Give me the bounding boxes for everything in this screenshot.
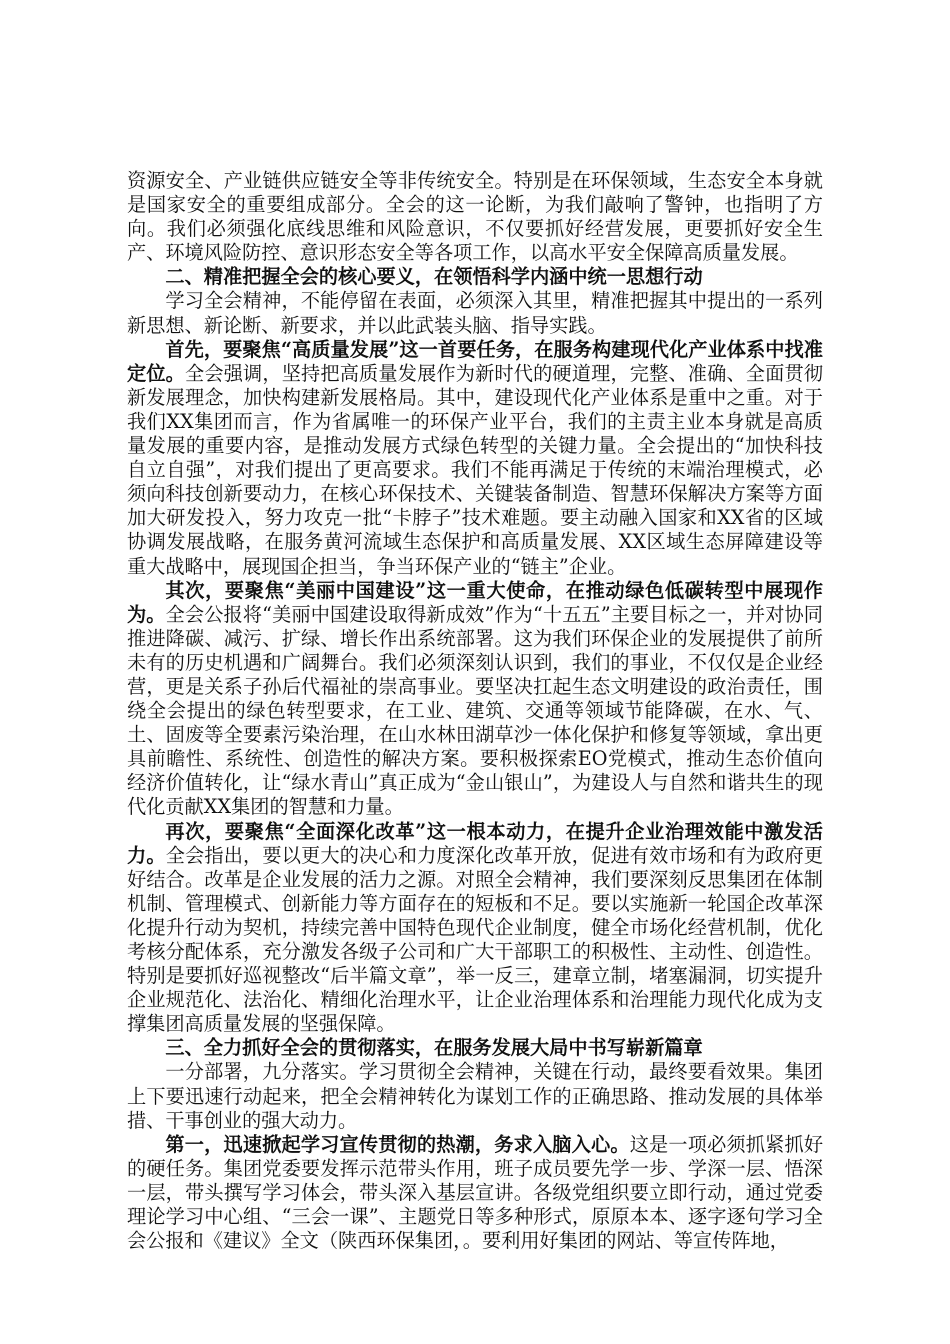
paragraph-lead: 第一，迅速掀起学习宣传贯彻的热潮，务求入脑入心。 — [165, 1132, 630, 1156]
paragraph-lead: 其次，要聚焦“美丽中国建设”这一重大使命，在推动绿色低碳转型中展现作为。 — [127, 578, 823, 626]
paragraph-security-continued — [127, 169, 823, 265]
paragraph-lead: 首先，要聚焦“高质量发展”这一首要任务，在服务构建现代化产业体系中找准定位。 — [127, 337, 823, 385]
paragraph-study-campaign — [127, 1133, 823, 1253]
heading-text: 三、全力抓好全会的贯彻落实，在服务发展大局中书写崭新篇章 — [165, 1036, 703, 1060]
paragraph-text: 资源安全、产业链供应链安全等非传统安全。特别是在环保领域，生态安全本身就是国家安全的重要组成部分。全会的这一论断，为我们敲响了警钟，也指明了方向。我们必须强化底线思维和风险意识，不仅要抓好经营发展，更要抓好安全生产、环境风险防控、意识形态安全等各项工作，以高水平安全保障高质量发展。 — [127, 169, 823, 265]
paragraph-high-quality-development — [127, 338, 823, 579]
paragraph-text: 全会指出，要以更大的决心和力度深化改革开放，促进有效市场和有为政府更好结合。改革是企业发展的活力之源。对照全会精神，我们要深刻反思集团在体制机制、管理模式、创新能力等方面存在的短板和不足。要以实施新一轮国企改革深化提升行动为契机，持续完善中国特色现代企业制度，健全市场化经营机制，优化考核分配体系，充分激发各级子公司和广大干部职工的积极性、主动性、创造性。特别是要抓好巡视整改“后半篇文章”，举一反三，建章立制，堵塞漏洞，切实提升企业规范化、法治化、精细化治理水平，让企业治理体系和治理能力现代化成为支撑集团高质量发展的坚强保障。 — [127, 843, 824, 1036]
paragraph-text: 学习全会精神，不能停留在表面，必须深入其里，精准把握其中提出的一系列新思想、新论断、新要求，并以此武装头脑、指导实践。 — [127, 289, 823, 337]
heading-text: 二、精准把握全会的核心要义，在领悟科学内涵中统一思想行动 — [165, 265, 703, 289]
paragraph-lead: 再次，要聚焦“全面深化改革”这一根本动力，在提升企业治理效能中激发活力。 — [127, 819, 823, 867]
paragraph-text: 全会强调，坚持把高质量发展作为新时代的硬道理，完整、准确、全面贯彻新发展理念，加快构建新发展格局。其中，建设现代化产业体系是重中之重。对于我们XX集团而言，作为省属唯一的环保产业平台，我们的主责主业本身就是高质量发展的重要内容，是推动发展方式绿色转型的关键力量。全会提出的“加快科技自立自强”，对我们提出了更高要求。我们不能再满足于传统的末端治理模式，必须向科技创新要动力，在核心环保技术、关键装备制造、智慧环保解决方案等方面加大研发投入，努力攻克一批“卡脖子”技术难题。要主动融入国家和XX省的区域协调发展战略，在服务黄河流域生态保护和高质量发展、XX区域生态屏障建设等重大战略中，展现国企担当，争当环保产业的“链主”企业。 — [127, 361, 824, 578]
paragraph-beautiful-china — [127, 579, 823, 820]
paragraph-text: 这是一项必须抓紧抓好的硬任务。集团党委要发挥示范带头作用，班子成员要先学一步、学深一层、悟深一层，带头撰写学习体会，带头深入基层宣讲。各级党组织要立即行动，通过党委理论学习中心组、“三会一课”、主题党日等多种形式，原原本本、逐字逐句学习全会公报和《建议》全文（陕西环保集团，。要利用好集团的网站、等宣传阵地， — [127, 1132, 824, 1253]
paragraph-study-intro — [127, 289, 823, 337]
document-body — [127, 169, 823, 1253]
paragraph-deepening-reform — [127, 820, 823, 1037]
section-heading-two — [127, 265, 823, 289]
section-heading-three — [127, 1036, 823, 1060]
paragraph-text: 一分部署，九分落实。学习贯彻全会精神，关键在行动，最终要看效果。集团上下要迅速行动起来，把全会精神转化为谋划工作的正确思路、推动发展的具体举措、干事创业的强大动力。 — [127, 1060, 823, 1132]
paragraph-implementation-intro — [127, 1060, 823, 1132]
paragraph-text: 全会公报将“美丽中国建设取得新成效”作为“十五五”主要目标之一，并对协同推进降碳、减污、扩绿、增长作出系统部署。这为我们环保企业的发展提供了前所未有的历史机遇和广阔舞台。我们必须深刻认识到，我们的事业，不仅仅是企业经营，更是关系子孙后代福祉的崇高事业。要坚决扛起生态文明建设的政治责任，围绕全会提出的绿色转型要求，在工业、建筑、交通等领域节能降碳，在水、气、土、固废等全要素污染治理，在山水林田湖草沙一体化保护和修复等领域，拿出更具前瞻性、系统性、创造性的解决方案。要积极探索EO党模式，推动生态价值向经济价值转化，让“绿水青山”真正成为“金山银山”，为建设人与自然和谐共生的现代化贡献XX集团的智慧和力量。 — [127, 602, 823, 819]
